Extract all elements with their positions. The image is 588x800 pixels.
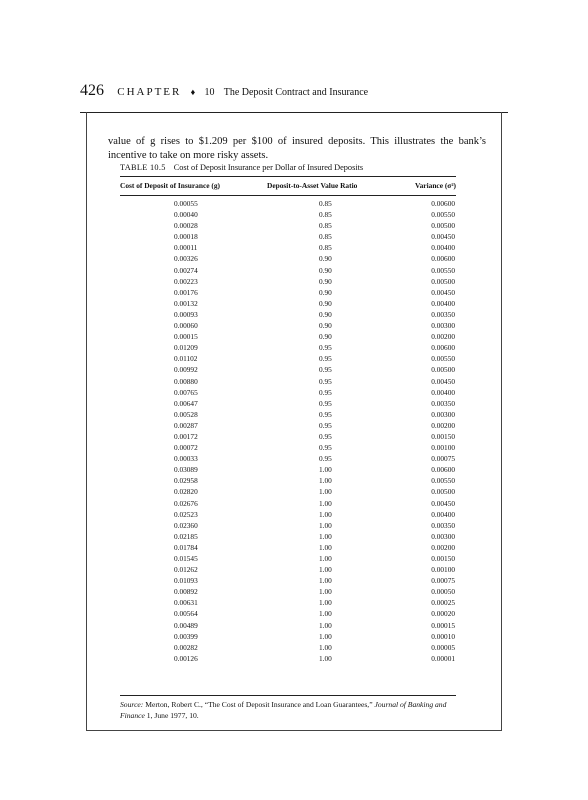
table-row xyxy=(120,564,456,575)
table-header-rule xyxy=(120,195,456,196)
cell-variance: 0.00600 xyxy=(431,199,455,208)
cell-ratio: 0.90 xyxy=(319,265,332,275)
chapter-number: 10 xyxy=(204,87,215,98)
cell-ratio: 1.00 xyxy=(319,653,332,663)
cell-cost: 0.00176 xyxy=(174,287,198,297)
cell-variance: 0.00600 xyxy=(431,343,455,353)
header-ratio: Deposit-to-Asset Value Ratio xyxy=(267,181,358,190)
cell-ratio: 1.00 xyxy=(319,565,332,575)
cell-ratio: 0.95 xyxy=(319,420,332,430)
cell-ratio: 0.90 xyxy=(319,298,332,308)
cell-ratio: 0.85 xyxy=(319,221,332,231)
cell-variance: 0.00010 xyxy=(431,631,455,641)
source-text-end: 1, June 1977, 10. xyxy=(146,711,199,720)
table-row xyxy=(120,597,456,608)
cell-variance: 0.00350 xyxy=(431,520,455,530)
cell-ratio: 0.90 xyxy=(319,254,332,264)
table-row xyxy=(120,464,456,475)
cell-ratio: 0.95 xyxy=(319,431,332,441)
table-row xyxy=(120,608,456,619)
cell-variance: 0.00550 xyxy=(431,476,455,486)
cell-ratio: 1.00 xyxy=(319,487,332,497)
cell-cost: 0.01209 xyxy=(174,343,198,353)
cell-variance: 0.00100 xyxy=(431,565,455,575)
cell-cost: 0.00880 xyxy=(174,376,198,386)
cell-variance: 0.00550 xyxy=(431,210,455,220)
table-row xyxy=(120,620,456,631)
cell-cost: 0.00040 xyxy=(174,210,198,220)
cell-cost: 0.00892 xyxy=(174,587,198,597)
cell-ratio: 1.00 xyxy=(319,598,332,608)
cell-cost: 0.00015 xyxy=(174,332,198,342)
table-row xyxy=(120,265,456,276)
source-text: Merton, Robert C., “The Cost of Deposit Insurance and Loan Guarantees,” xyxy=(145,700,373,709)
table-row xyxy=(120,409,456,420)
table-row xyxy=(120,575,456,586)
cell-cost: 0.00033 xyxy=(174,454,198,464)
cell-ratio: 1.00 xyxy=(319,554,332,563)
cell-ratio: 0.95 xyxy=(319,365,332,375)
cell-cost: 0.00647 xyxy=(174,398,198,408)
table-bottom-rule xyxy=(120,695,456,696)
table-row xyxy=(120,320,456,331)
cell-cost: 0.00326 xyxy=(174,254,198,264)
cell-ratio: 1.00 xyxy=(319,631,332,641)
cell-cost: 0.00172 xyxy=(174,431,198,441)
table-row xyxy=(120,653,456,664)
cell-cost: 0.02676 xyxy=(174,498,198,508)
table-row xyxy=(120,486,456,497)
cell-cost: 0.02360 xyxy=(174,520,198,530)
cell-ratio: 1.00 xyxy=(319,476,332,486)
cell-ratio: 1.00 xyxy=(319,587,332,597)
cell-variance: 0.00450 xyxy=(431,376,455,386)
source-label: Source: xyxy=(120,700,144,709)
table-row xyxy=(120,309,456,320)
cell-ratio: 0.95 xyxy=(319,387,332,397)
cell-cost: 0.00126 xyxy=(174,653,198,663)
table-row xyxy=(120,276,456,287)
cell-ratio: 1.00 xyxy=(319,498,332,508)
cell-variance: 0.00450 xyxy=(431,232,455,242)
cell-variance: 0.00001 xyxy=(431,653,455,663)
cell-variance: 0.00350 xyxy=(431,398,455,408)
cell-ratio: 0.95 xyxy=(319,443,332,453)
cell-variance: 0.00200 xyxy=(431,420,455,430)
cell-cost: 0.00028 xyxy=(174,221,198,231)
separator-diamond: ♦ xyxy=(190,87,196,97)
table-row xyxy=(120,376,456,387)
cell-variance: 0.00020 xyxy=(431,609,455,619)
table-row xyxy=(120,331,456,342)
cell-cost: 0.00282 xyxy=(174,642,198,652)
cell-cost: 0.00018 xyxy=(174,232,198,242)
cell-variance: 0.00025 xyxy=(431,598,455,608)
cell-variance: 0.00005 xyxy=(431,642,455,652)
cell-variance: 0.00550 xyxy=(431,354,455,364)
cell-ratio: 1.00 xyxy=(319,576,332,586)
table-source xyxy=(120,699,456,721)
cell-variance: 0.00150 xyxy=(431,431,455,441)
cell-variance: 0.00500 xyxy=(431,365,455,375)
cell-variance: 0.00200 xyxy=(431,332,455,342)
table-row xyxy=(120,198,456,209)
cell-cost: 0.01262 xyxy=(174,565,198,575)
cell-cost: 0.01102 xyxy=(174,354,198,364)
table-row xyxy=(120,231,456,242)
cell-ratio: 1.00 xyxy=(319,531,332,541)
cell-cost: 0.00399 xyxy=(174,631,198,641)
body-paragraph: value of g rises to $1.209 per $100 of insured deposits. This illustrates the bank’s incentive to take on more risky assets. xyxy=(108,135,486,161)
table-row xyxy=(120,542,456,553)
table-row xyxy=(120,420,456,431)
cell-ratio: 1.00 xyxy=(319,509,332,519)
table-row xyxy=(120,398,456,409)
cell-cost: 0.00631 xyxy=(174,598,198,608)
cell-variance: 0.00600 xyxy=(431,254,455,264)
cell-ratio: 0.95 xyxy=(319,343,332,353)
table-row xyxy=(120,353,456,364)
cell-ratio: 0.95 xyxy=(319,354,332,364)
cell-cost: 0.02185 xyxy=(174,531,198,541)
table-row xyxy=(120,531,456,542)
header-variance: Variance (σ²) xyxy=(414,181,456,190)
cell-variance: 0.00400 xyxy=(431,387,455,397)
cell-cost: 0.00287 xyxy=(174,420,198,430)
cell-ratio: 0.85 xyxy=(319,232,332,242)
table-top-rule xyxy=(120,176,456,177)
cell-cost: 0.00564 xyxy=(174,609,198,619)
cell-cost: 0.00223 xyxy=(174,276,198,286)
table-row xyxy=(120,631,456,642)
table-header xyxy=(120,181,456,193)
table-row xyxy=(120,475,456,486)
table-row xyxy=(120,287,456,298)
cell-variance: 0.00450 xyxy=(431,287,455,297)
cell-variance: 0.00600 xyxy=(431,465,455,475)
table-row xyxy=(120,387,456,398)
cell-cost: 0.00274 xyxy=(174,265,198,275)
cell-variance: 0.00550 xyxy=(431,265,455,275)
cell-ratio: 0.90 xyxy=(319,309,332,319)
cell-cost: 0.02958 xyxy=(174,476,198,486)
source-journal: Journal of Banking and Finance xyxy=(120,700,447,720)
cell-ratio: 0.95 xyxy=(319,454,332,464)
chapter-title: The Deposit Contract and Insurance xyxy=(223,87,369,98)
table-row xyxy=(120,553,456,564)
cell-cost: 0.00528 xyxy=(174,409,198,419)
cell-ratio: 1.00 xyxy=(319,609,332,619)
cell-ratio: 0.85 xyxy=(319,243,332,253)
table-row xyxy=(120,431,456,442)
cell-variance: 0.00015 xyxy=(431,620,455,630)
cell-ratio: 0.95 xyxy=(319,376,332,386)
cell-ratio: 1.00 xyxy=(319,542,332,552)
cell-variance: 0.00300 xyxy=(431,531,455,541)
table-body xyxy=(120,198,456,664)
cell-variance: 0.00300 xyxy=(431,321,455,331)
cell-variance: 0.00150 xyxy=(431,554,455,563)
table-row xyxy=(120,586,456,597)
cell-variance: 0.00050 xyxy=(431,587,455,597)
cell-cost: 0.00072 xyxy=(174,443,198,453)
cell-variance: 0.00200 xyxy=(431,542,455,552)
cell-cost: 0.00132 xyxy=(174,298,198,308)
cell-variance: 0.00400 xyxy=(431,298,455,308)
cell-cost: 0.00011 xyxy=(174,243,198,253)
running-head xyxy=(80,82,368,100)
cell-ratio: 0.95 xyxy=(319,398,332,408)
table-row xyxy=(120,453,456,464)
cell-variance: 0.00450 xyxy=(431,498,455,508)
cell-cost: 0.00489 xyxy=(174,620,198,630)
table-row xyxy=(120,298,456,309)
page-number: 426 xyxy=(80,82,104,99)
table-label: TABLE 10.5 xyxy=(120,163,166,172)
cell-cost: 0.00055 xyxy=(174,199,198,208)
cell-cost: 0.02523 xyxy=(174,509,198,519)
cell-cost: 0.00093 xyxy=(174,309,198,319)
cell-cost: 0.00060 xyxy=(174,321,198,331)
chapter-label: CHAPTER xyxy=(117,86,182,98)
table-title: Cost of Deposit Insurance per Dollar of Insured Deposits xyxy=(173,163,364,172)
cell-ratio: 1.00 xyxy=(319,465,332,475)
header-cost: Cost of Deposit of Insurance (g) xyxy=(120,181,220,190)
cell-cost: 0.03089 xyxy=(174,465,198,475)
cell-ratio: 0.90 xyxy=(319,321,332,331)
cell-cost: 0.00992 xyxy=(174,365,198,375)
table-row xyxy=(120,364,456,375)
cell-ratio: 0.90 xyxy=(319,287,332,297)
cell-variance: 0.00075 xyxy=(431,454,455,464)
table-row xyxy=(120,442,456,453)
cell-variance: 0.00350 xyxy=(431,309,455,319)
cell-ratio: 0.85 xyxy=(319,199,332,208)
table-row xyxy=(120,209,456,220)
cell-variance: 0.00100 xyxy=(431,443,455,453)
cell-ratio: 1.00 xyxy=(319,520,332,530)
table-row xyxy=(120,253,456,264)
table-row xyxy=(120,520,456,531)
cell-cost: 0.01545 xyxy=(174,554,198,563)
cell-ratio: 0.85 xyxy=(319,210,332,220)
cell-ratio: 0.90 xyxy=(319,276,332,286)
cell-cost: 0.02820 xyxy=(174,487,198,497)
cell-ratio: 1.00 xyxy=(319,620,332,630)
cell-variance: 0.00500 xyxy=(431,276,455,286)
table-row xyxy=(120,242,456,253)
cell-ratio: 1.00 xyxy=(319,642,332,652)
cell-variance: 0.00400 xyxy=(431,243,455,253)
table-row xyxy=(120,509,456,520)
cell-cost: 0.00765 xyxy=(174,387,198,397)
cell-variance: 0.00500 xyxy=(431,221,455,231)
table-row xyxy=(120,498,456,509)
table-row xyxy=(120,220,456,231)
cell-variance: 0.00075 xyxy=(431,576,455,586)
cell-ratio: 0.90 xyxy=(319,332,332,342)
cell-cost: 0.01093 xyxy=(174,576,198,586)
table-row xyxy=(120,642,456,653)
cell-ratio: 0.95 xyxy=(319,409,332,419)
table-caption xyxy=(120,163,363,172)
cell-variance: 0.00300 xyxy=(431,409,455,419)
cell-variance: 0.00400 xyxy=(431,509,455,519)
table-row xyxy=(120,342,456,353)
cell-cost: 0.01784 xyxy=(174,542,198,552)
cell-variance: 0.00500 xyxy=(431,487,455,497)
